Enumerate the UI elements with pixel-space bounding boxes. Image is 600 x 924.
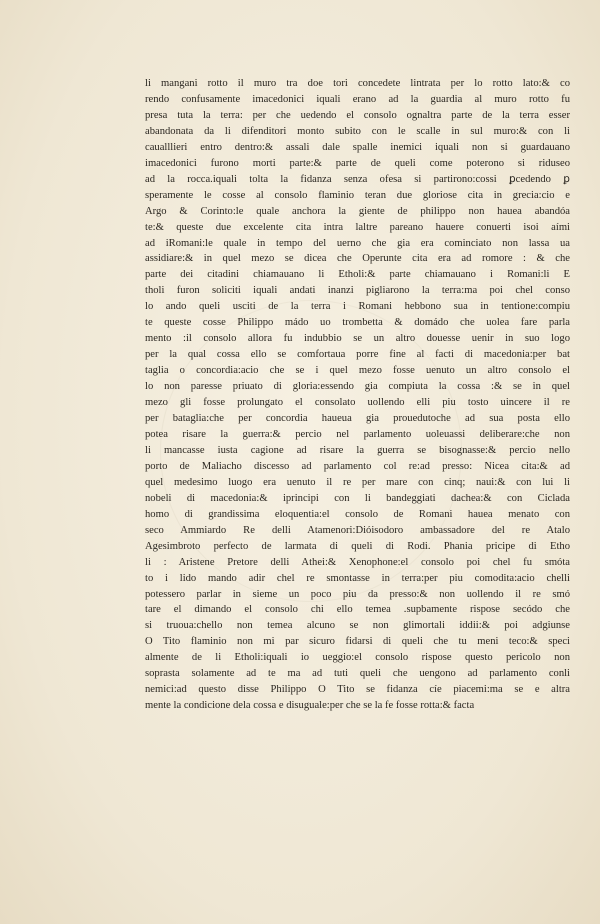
text-line: potessero parlar in sieme un poco piu da presso:& non uollendo il re smó bbox=[145, 588, 570, 600]
text-line: homo di grandissima eloquentia:el consolo de Romani hauea menato con bbox=[145, 508, 570, 520]
text-line: nobeli di macedonia:& iprincipi con li bandeggiati dachea:& con Ciclada bbox=[145, 492, 570, 504]
text-line: taglia o concordia:acio che se i quel mezo fosse uenuto un altro consolo el bbox=[145, 365, 570, 377]
text-line: potea risare la guerra:& percio nel parlamento uoleuassi deliberare:che non bbox=[145, 428, 570, 440]
text-line: ad iRomani:le quale in tempo del uerno che gia era cominciato non lassa ua bbox=[145, 237, 570, 249]
text-line: tholi furon soliciti iquali andati inanzi pigliarono la terra:ma poi chel conso bbox=[145, 285, 570, 297]
text-line: te queste cosse Philippo mádo uo trombetta & domádo che uolea fare parla bbox=[145, 317, 570, 329]
text-line: per bataglia:che per concordia haueua gia prouedutoche ad sua posta ello bbox=[145, 413, 570, 425]
text-line: parte dei citadini chiamauano li Etholi:& parte chiamauano i Romani:li E bbox=[145, 269, 570, 281]
text-line: presa tuta la terra: per che uedendo el consolo ognaltra parte de la terra esser bbox=[145, 109, 570, 121]
text-line: soprasta solamente ad te ma ad tuti queli che uengono ad parlamento conli bbox=[145, 668, 570, 680]
text-line: si truoua:chello non temea alcuno se non glimortali iddii:& poi adgiunse bbox=[145, 620, 570, 632]
text-line: Argo & Corinto:le quale anchora la giente de philippo non hauea abandóa bbox=[145, 205, 570, 217]
text-line: O Tito flaminio non mi par sicuro fidarsi di queli che tu meni teco:& speci bbox=[145, 636, 570, 648]
text-line: ad la rocca.iquali tolta la fidanza senza ofesa si partirono:cossi ꝑcedendo ꝑ bbox=[145, 173, 570, 185]
text-line: lo non paresse priuato di gloria:essendo gia compiuta la cossa :& se in quel bbox=[145, 381, 570, 393]
text-line: te:& queste due excelente cita intra laltre pareano hauere conuerti isoi aími bbox=[145, 221, 570, 233]
text-line: quel medesimo luogo era uenuto il re per mare con cinq; naui:& con lui li bbox=[145, 476, 570, 488]
text-line: mezo gli fosse prolungato el consolato uollendo elli piu tosto uincere il re bbox=[145, 397, 570, 409]
text-line: porto de Maliacho discesso ad parlamento col re:ad presso: Nicea cita:& ad bbox=[145, 460, 570, 472]
text-line: rendo confusamente imacedonici iquali erano ad la guardia al muro rotto fu bbox=[145, 93, 570, 105]
text-line: Agesimbroto perfecto de larmata di queli di Rodi. Phania pricipe di Etho bbox=[145, 540, 570, 552]
text-line: to i lido mando adir chel re smontasse in terra:per piu comodita:acio chelli bbox=[145, 572, 570, 584]
text-line: seco Ammiardo Re delli Atamenori:Dióisodoro ambassadore del re Atalo bbox=[145, 524, 570, 536]
text-line: mento :il consolo allora fu indubbio se un altro douesse uenir in suo logo bbox=[145, 333, 570, 345]
text-line: speramente le cosse al consolo flaminio teran due gloriose cita in grecia:cio e bbox=[145, 189, 570, 201]
text-line: mente la condicione dela cossa e disuguale:per che se la fe fosse rotta:& facta bbox=[145, 700, 475, 712]
text-line: abandonata da li difenditori monto subito con le scalle in sul muro:& con li bbox=[145, 125, 570, 137]
text-line: assidiare:& in quel mezo se dicea che Operunte cita era ad romore : & che bbox=[145, 253, 570, 265]
text-line: li mangani rotto il muro tra doe tori concedete lintrata per lo rotto lato:& co bbox=[145, 78, 570, 89]
text-line: imacedonici furono morti parte:& parte de queli come poterono si riduseo bbox=[145, 157, 570, 169]
text-line: nemici:ad questo disse Philippo O Tito se fidanza cíe piacemi:ma se e altra bbox=[145, 684, 570, 696]
text-line: almente de li Etholi:iquali io ueggio:el consolo rispose questo pericolo non bbox=[145, 652, 570, 664]
text-line: tare el dimando el consolo chi ello temea .supbamente rispose secódo che bbox=[145, 604, 570, 616]
body-text bbox=[145, 76, 570, 714]
text-line: lo ando queli usciti de la terra i Romani hebbono sua in tentione:compiu bbox=[145, 301, 570, 313]
text-line: li mancasse iusta cagione ad risare la guerra se bisognasse:& percio nello bbox=[145, 444, 570, 456]
text-line: li : Aristene Pretore delli Athei:& Xenophone:el consolo poi chel fu smóta bbox=[145, 556, 570, 568]
text-line: per la qual cossa ello se comfortaua porre fine al facti di macedonia:per bat bbox=[145, 349, 570, 361]
text-line: caualllieri entro dentro:& assali dale spalle inemici iquali non si guardauano bbox=[145, 141, 570, 153]
